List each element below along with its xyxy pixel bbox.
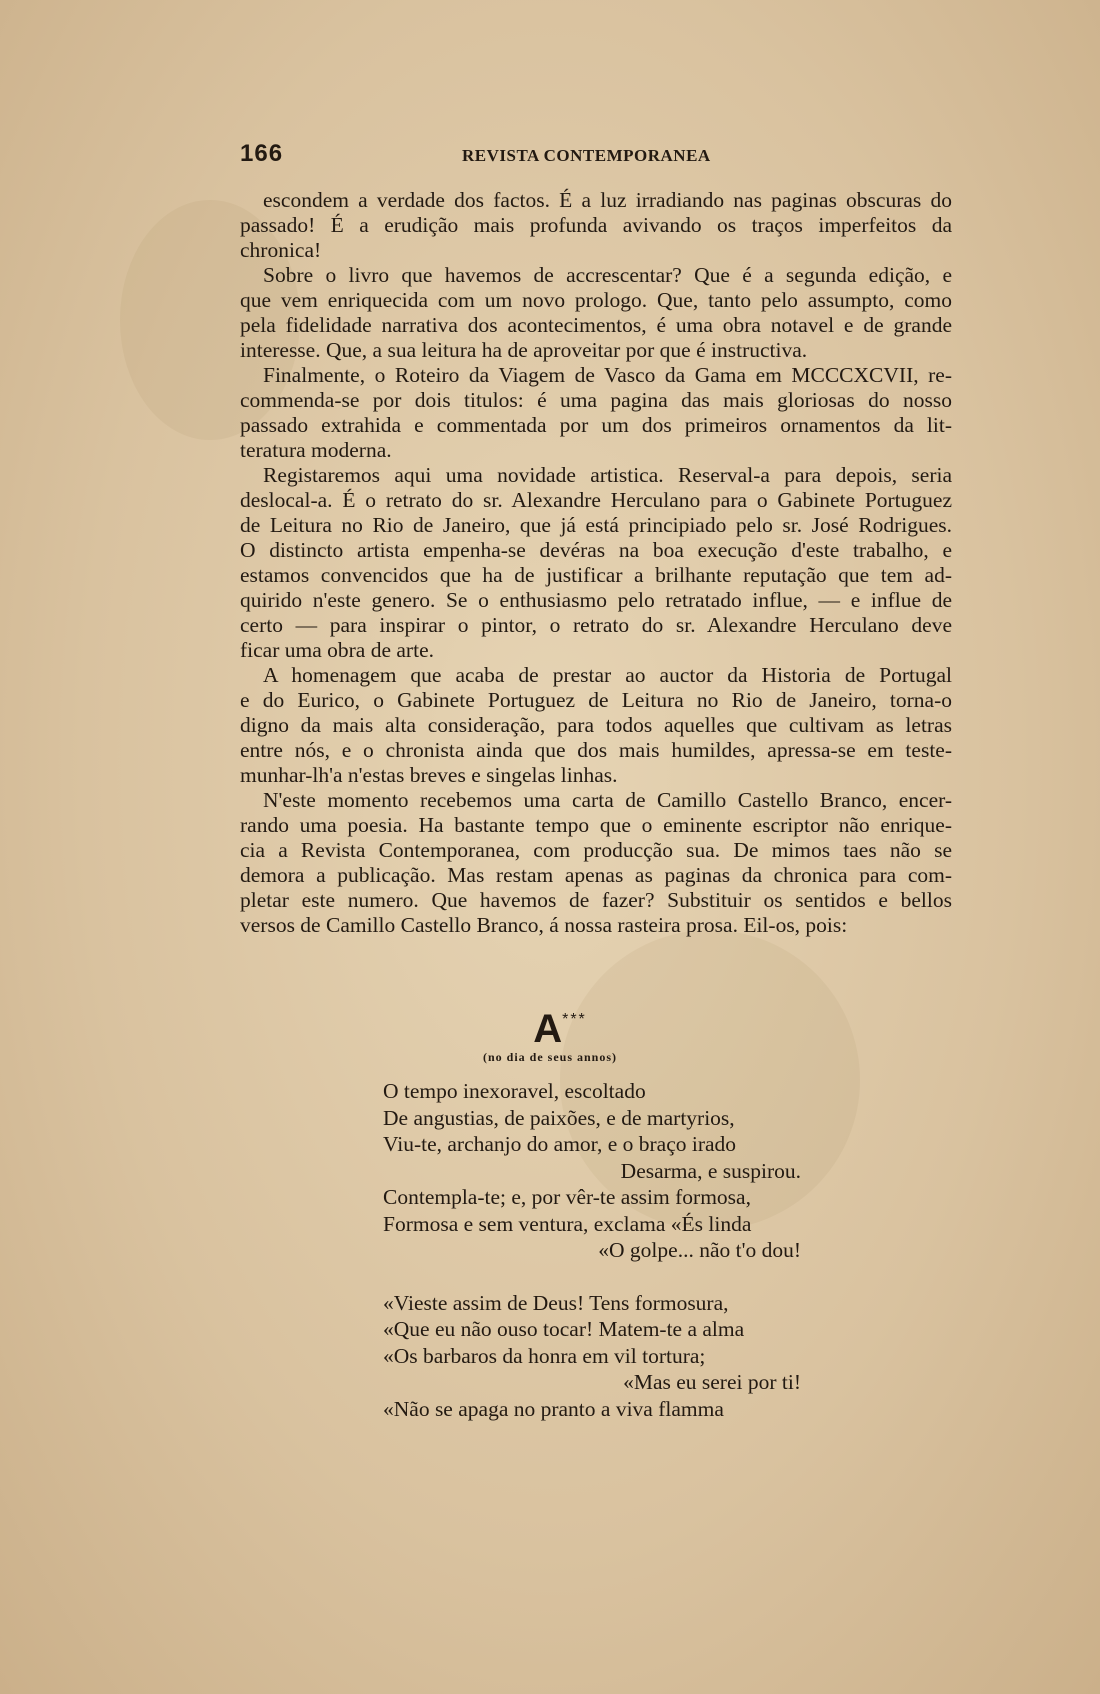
text-line: Registaremos aqui uma novidade artistica. Reserval-a para depois, seria	[263, 463, 952, 487]
text-line: cia a Revista Contemporanea, com producção sua. De mimos taes não se	[240, 838, 952, 862]
poem-verse: Contempla-te; e, por vêr-te assim formosa,	[383, 1185, 751, 1209]
text-line: Sobre o livro que havemos de accrescentar? Que é a segunda edição, e	[263, 263, 952, 287]
poem-stanza	[383, 1078, 803, 1264]
text-line: rando uma poesia. Ha bastante tempo que o eminente escriptor não enrique-	[240, 813, 952, 837]
text-line: passado extrahida e commentada por um dos primeiros ornamentos da lit-	[240, 413, 952, 437]
poem-verse: De angustias, de paixões, e de martyrios,	[383, 1105, 735, 1130]
poem-verse: «O golpe... não t'o dou!	[598, 1238, 801, 1262]
poem-verse: «Que eu não ouso tocar! Matem-te a alma	[383, 1317, 745, 1341]
poem-verse: O tempo inexoravel, escoltado	[383, 1079, 646, 1103]
text-line: chronica!	[240, 238, 322, 262]
poem-verse: «Não se apaga no pranto a viva flamma	[383, 1396, 724, 1421]
text-line: estamos convencidos que ha de justificar a brilhante reputação que tem ad-	[240, 563, 952, 587]
text-line: munhar-lh'a n'estas breves e singelas linhas.	[240, 763, 618, 787]
text-line: A homenagem que acaba de prestar ao auctor da Historia de Portugal	[263, 663, 952, 687]
text-line: quirido n'este genero. Se o enthusiasmo pelo retratado influe, — e influe de	[240, 588, 952, 612]
text-line: versos de Camillo Castello Branco, á nossa rasteira prosa. Eil-os, pois:	[240, 913, 848, 937]
stanza-gap	[383, 1264, 803, 1290]
poem	[383, 1078, 803, 1422]
text-line: teratura moderna.	[240, 438, 392, 462]
text-line: Finalmente, o Roteiro da Viagem de Vasco da Gama em MCCCXCVII, re-	[263, 363, 952, 387]
text-line: demora a publicação. Mas restam apenas as paginas da chronica para com-	[240, 863, 952, 887]
text-line: entre nós, e o chronista ainda que dos mais humildes, apressa-se em teste-	[240, 738, 952, 762]
text-line: pela fidelidade narrativa dos acontecimentos, é uma obra notavel e de grande	[240, 313, 952, 337]
text-line: pletar este numero. Que havemos de fazer? Substituir os sentidos e bellos	[240, 888, 952, 912]
text-line: passado! É a erudição mais profunda avivando os traços imperfeitos da	[240, 213, 952, 237]
text-line: interesse. Que, a sua leitura ha de aproveitar por que é instructiva.	[240, 338, 808, 362]
poem-title: A***	[533, 1007, 587, 1051]
text-line: deslocal-a. É o retrato do sr. Alexandre Herculano para o Gabinete Portuguez	[240, 488, 952, 512]
running-title: REVISTA CONTEMPORANEA	[462, 146, 711, 165]
text-line: ficar uma obra de arte.	[240, 638, 434, 662]
text-line: digno da mais alta consideração, para todos aquelles que cultivam as letras	[240, 713, 952, 737]
text-line: commenda-se por dois titulos: é uma pagina das mais gloriosas do nosso	[240, 388, 952, 412]
paragraph	[240, 788, 952, 938]
text-line: N'este momento recebemos uma carta de Camillo Castello Branco, encer-	[263, 788, 952, 812]
paragraph	[240, 463, 952, 663]
paragraph	[240, 263, 952, 363]
text-line: que vem enriquecida com um novo prologo. Que, tanto pelo assumpto, como	[240, 288, 952, 312]
text-line: O distincto artista empenha-se devéras na boa execução d'este trabalho, e	[240, 538, 952, 562]
paragraph	[240, 188, 952, 263]
text-line: de Leitura no Rio de Janeiro, que já está principiado pelo sr. José Rodrigues.	[240, 513, 952, 537]
poem-verse: Viu-te, archanjo do amor, e o braço irado	[383, 1132, 737, 1156]
poem-verse: Desarma, e suspirou.	[620, 1158, 801, 1183]
poem-verse: «Vieste assim de Deus! Tens formosura,	[383, 1290, 729, 1315]
chronicle-text	[240, 188, 952, 938]
poem-heading	[0, 998, 1100, 1051]
text-line: e do Eurico, o Gabinete Portuguez de Leitura no Rio de Janeiro, torna-o	[240, 688, 952, 712]
poem-verse: Formosa e sem ventura, exclama «És linda	[383, 1211, 752, 1236]
text-line: escondem a verdade dos factos. É a luz irradiando nas paginas obscuras do	[263, 188, 952, 212]
paragraph	[240, 663, 952, 788]
poem-verse: «Os barbaros da honra em vil tortura;	[383, 1343, 706, 1368]
paragraph	[240, 363, 952, 463]
poem-title-mark: ***	[562, 1011, 587, 1028]
poem-verse: «Mas eu serei por ti!	[623, 1370, 801, 1394]
running-header	[240, 140, 960, 170]
poem-subtitle: (no dia de seus annos)	[482, 1050, 618, 1064]
text-line: certo — para inspirar o pintor, o retrato do sr. Alexandre Herculano deve	[240, 613, 952, 637]
page-number: 166	[240, 140, 284, 167]
poem-stanza	[383, 1290, 803, 1423]
